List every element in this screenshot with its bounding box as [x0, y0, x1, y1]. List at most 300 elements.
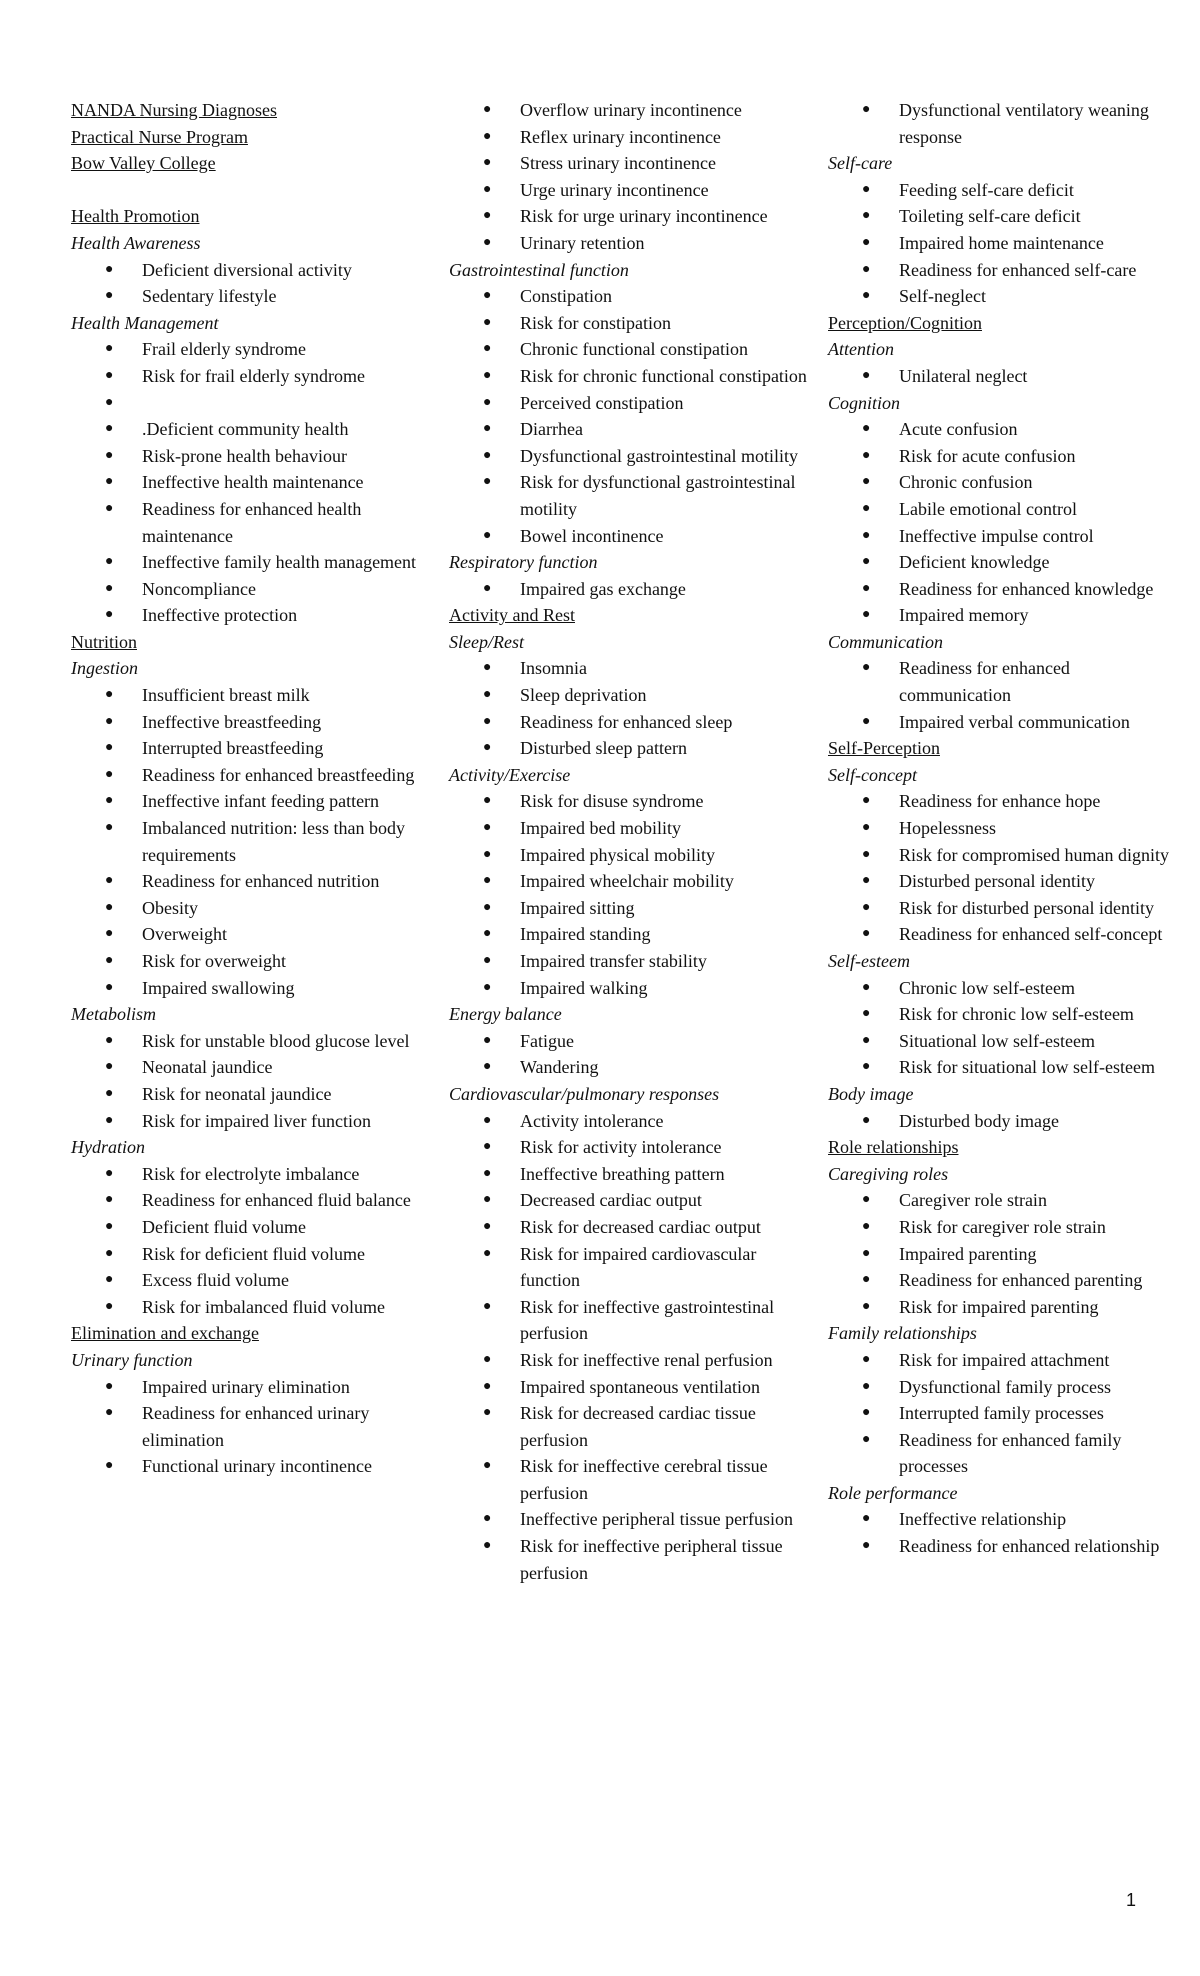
list-item-label: Risk for situational low self-esteem	[899, 1057, 1155, 1078]
list-item-label: Risk for impaired liver function	[142, 1110, 371, 1131]
bullet-icon: ●	[105, 979, 114, 995]
list-item	[449, 124, 809, 151]
list-item-label: Impaired standing	[520, 924, 651, 945]
bullet-icon: ●	[483, 474, 492, 490]
bullet-icon: ●	[862, 181, 871, 197]
subsection-heading: Body image	[828, 1083, 914, 1104]
bullet-icon: ●	[483, 1218, 492, 1234]
list-item-label: Chronic confusion	[899, 472, 1033, 493]
list-item	[71, 1108, 431, 1135]
bullet-icon: ●	[105, 500, 114, 516]
subsection-heading: Cardiovascular/pulmonary responses	[449, 1083, 720, 1104]
bullet-icon: ●	[862, 447, 871, 463]
list-item	[71, 1374, 431, 1401]
list-item	[449, 576, 809, 603]
list-item	[449, 1294, 809, 1347]
list-item-label: Ineffective health maintenance	[142, 472, 364, 493]
bullet-icon: ●	[105, 394, 114, 410]
list-item	[449, 655, 809, 682]
list-item	[828, 576, 1178, 603]
bullet-icon: ●	[105, 1245, 114, 1261]
list-item	[828, 655, 1178, 708]
list-item	[449, 1134, 809, 1161]
list-item-label: Readiness for enhanced communication	[899, 658, 1070, 706]
list-item-label: Risk for caregiver role strain	[899, 1216, 1106, 1237]
bullet-icon: ●	[862, 1538, 871, 1554]
bullet-icon: ●	[483, 953, 492, 968]
bullet-icon: ●	[862, 208, 871, 224]
list-item-label: Risk for compromised human dignity	[899, 844, 1169, 865]
bullet-icon: ●	[483, 926, 492, 942]
list-item	[71, 496, 431, 549]
list-item	[828, 203, 1178, 230]
list-item-label: Readiness for enhanced urinary elimination	[142, 1403, 370, 1450]
bullet-icon: ●	[105, 820, 114, 836]
list-item	[449, 1054, 809, 1081]
list-item-label: Chronic functional constipation	[520, 339, 748, 360]
list-item	[828, 1347, 1178, 1374]
list-item	[828, 1267, 1178, 1294]
list-item-label: Impaired memory	[899, 605, 1029, 626]
list-item-label: Dysfunctional ventilatory weaning response	[899, 100, 1149, 147]
bullet-icon: ●	[862, 846, 871, 862]
bullet-icon: ●	[105, 1298, 114, 1314]
bullet-icon: ●	[483, 1511, 492, 1527]
list-item-label: Stress urinary incontinence	[520, 153, 716, 174]
list-item	[828, 257, 1178, 284]
bullet-icon: ●	[862, 1511, 871, 1527]
bullet-icon: ●	[862, 607, 871, 623]
bullet-icon: ●	[105, 793, 114, 809]
list-item	[449, 363, 809, 390]
list-item	[449, 150, 809, 177]
list-item-label: Risk for ineffective cerebral tissue perfusion	[520, 1456, 768, 1503]
section-heading: Role relationships	[828, 1137, 959, 1158]
list-item-label: Feeding self-care deficit	[899, 179, 1074, 200]
list-item	[71, 549, 431, 576]
bullet-icon: ●	[862, 979, 871, 995]
list-item	[71, 1081, 431, 1108]
subsection-heading: Sleep/Rest	[449, 631, 524, 652]
subsection-heading: Activity/Exercise	[449, 764, 571, 785]
bullet-icon: ●	[105, 873, 114, 889]
bullet-icon: ●	[105, 687, 114, 703]
list-item	[828, 921, 1178, 948]
list-item-label: Risk for ineffective renal perfusion	[520, 1349, 773, 1370]
bullet-icon: ●	[483, 234, 492, 250]
list-item	[449, 443, 809, 470]
list-item	[449, 203, 809, 230]
bullet-icon: ●	[862, 873, 871, 889]
subsection-heading: Communication	[828, 631, 943, 652]
list-item-label: Perceived constipation	[520, 392, 684, 413]
list-item-label: Insufficient breast milk	[142, 685, 310, 706]
list-item-label: Risk for unstable blood glucose level	[142, 1030, 410, 1051]
list-item-label: Readiness for enhanced health maintenance	[142, 498, 362, 546]
list-item	[828, 1054, 1178, 1081]
bullet-icon: ●	[483, 288, 492, 304]
bullet-icon: ●	[483, 846, 492, 862]
list-item	[71, 257, 431, 284]
list-item	[828, 1506, 1178, 1533]
list-item-label: Impaired verbal communication	[899, 711, 1130, 732]
list-item	[449, 1187, 809, 1214]
subsection-heading: Health Awareness	[71, 232, 201, 253]
list-item-label: Ineffective relationship	[899, 1509, 1067, 1530]
bullet-icon: ●	[483, 421, 492, 437]
bullet-icon: ●	[862, 1032, 871, 1048]
subsection-heading: Attention	[828, 339, 894, 360]
list-item	[71, 1054, 431, 1081]
bullet-icon: ●	[862, 713, 871, 729]
list-item	[71, 762, 431, 789]
list-item	[828, 868, 1178, 895]
bullet-icon: ●	[483, 1351, 492, 1367]
list-item	[828, 363, 1178, 390]
list-item	[828, 97, 1178, 150]
bullet-icon: ●	[483, 367, 492, 383]
list-item-label: Risk for decreased cardiac tissue perfusion	[520, 1403, 756, 1450]
list-item	[828, 1374, 1178, 1401]
list-item	[449, 1241, 809, 1294]
subsection-heading: Gastrointestinal function	[449, 259, 629, 280]
bullet-icon: ●	[862, 899, 871, 915]
list-item	[449, 230, 809, 257]
list-item	[828, 1028, 1178, 1055]
list-item-label: .Deficient community health	[142, 419, 349, 440]
bullet-icon: ●	[862, 793, 871, 809]
bullet-icon: ●	[483, 660, 492, 676]
list-item-label: Deficient fluid volume	[142, 1216, 306, 1237]
list-item	[71, 1453, 431, 1480]
bullet-icon: ●	[105, 926, 114, 942]
list-item	[828, 1187, 1178, 1214]
bullet-icon: ●	[483, 820, 492, 836]
list-item	[71, 868, 431, 895]
bullet-icon: ●	[483, 713, 492, 729]
bullet-icon: ●	[483, 793, 492, 809]
list-item-label: Excess fluid volume	[142, 1270, 289, 1291]
bullet-icon: ●	[862, 1192, 871, 1208]
bullet-icon: ●	[483, 341, 492, 357]
list-item-label: Bowel incontinence	[520, 525, 664, 546]
list-item-label: Activity intolerance	[520, 1110, 664, 1131]
bullet-icon: ●	[483, 873, 492, 889]
list-item	[71, 975, 431, 1002]
list-item	[449, 1374, 809, 1401]
list-item-label: Readiness for enhance hope	[899, 791, 1101, 812]
list-item	[71, 602, 431, 629]
list-item	[449, 735, 809, 762]
list-item-label: Ineffective peripheral tissue perfusion	[520, 1509, 794, 1530]
list-item-label: Situational low self-esteem	[899, 1030, 1095, 1051]
subsection-heading: Family relationships	[828, 1323, 977, 1344]
list-item	[449, 895, 809, 922]
list-item	[828, 1241, 1178, 1268]
list-item	[71, 1214, 431, 1241]
bullet-icon: ●	[483, 1538, 492, 1554]
bullet-icon: ●	[483, 1192, 492, 1208]
list-item-label: Risk for impaired attachment	[899, 1349, 1110, 1370]
list-item	[449, 1028, 809, 1055]
list-item	[449, 416, 809, 443]
column-1	[71, 97, 431, 1480]
list-item	[449, 1453, 809, 1506]
list-item-label: Ineffective family health management	[142, 552, 417, 573]
bullet-icon: ●	[483, 314, 492, 330]
list-item	[828, 815, 1178, 842]
bullet-icon: ●	[483, 128, 492, 144]
list-item	[71, 735, 431, 762]
subsection-heading: Respiratory function	[449, 552, 598, 573]
list-item-label: Impaired home maintenance	[899, 232, 1104, 253]
list-item-label: Overweight	[142, 924, 227, 945]
list-item	[449, 1108, 809, 1135]
bullet-icon: ●	[483, 687, 492, 703]
list-item	[449, 1533, 809, 1586]
list-item-label: Impaired spontaneous ventilation	[520, 1376, 760, 1397]
bullet-icon: ●	[483, 1405, 492, 1421]
list-item	[71, 390, 431, 417]
bullet-icon: ●	[105, 713, 114, 729]
bullet-icon: ●	[483, 740, 492, 756]
list-item	[449, 842, 809, 869]
list-item	[449, 469, 809, 522]
subsection-heading: Role performance	[828, 1482, 958, 1503]
list-item	[449, 283, 809, 310]
bullet-icon: ●	[483, 979, 492, 995]
bullet-icon: ●	[862, 234, 871, 250]
bullet-icon: ●	[862, 1272, 871, 1288]
subsection-heading: Health Management	[71, 312, 219, 333]
list-item-label: Unilateral neglect	[899, 365, 1028, 386]
list-item	[449, 177, 809, 204]
list-item	[71, 469, 431, 496]
list-item	[828, 469, 1178, 496]
list-item	[449, 523, 809, 550]
list-item-label: Impaired urinary elimination	[142, 1376, 350, 1397]
list-item	[828, 709, 1178, 736]
subsection-heading: Energy balance	[449, 1004, 562, 1025]
bullet-icon: ●	[483, 580, 492, 596]
bullet-icon: ●	[105, 554, 114, 570]
list-item-label: Wandering	[520, 1057, 599, 1078]
list-item-label: Sedentary lifestyle	[142, 286, 277, 307]
list-item-label: Ineffective protection	[142, 605, 298, 626]
bullet-icon: ●	[105, 766, 114, 782]
bullet-icon: ●	[862, 367, 871, 383]
list-item	[828, 1427, 1178, 1480]
list-item-label: Noncompliance	[142, 578, 256, 599]
list-item-label: Diarrhea	[520, 419, 583, 440]
list-item	[449, 975, 809, 1002]
list-item-label: Interrupted breastfeeding	[142, 738, 324, 759]
list-item	[449, 1161, 809, 1188]
list-item-label: Labile emotional control	[899, 498, 1077, 519]
bullet-icon: ●	[862, 1218, 871, 1234]
list-item-label: Deficient knowledge	[899, 552, 1050, 573]
bullet-icon: ●	[105, 1272, 114, 1288]
list-item	[828, 230, 1178, 257]
list-item	[449, 868, 809, 895]
list-item	[449, 788, 809, 815]
list-item-label: Decreased cardiac output	[520, 1190, 702, 1211]
list-item	[71, 416, 431, 443]
bullet-icon: ●	[862, 1405, 871, 1421]
list-item	[828, 523, 1178, 550]
subsection-heading: Self-care	[828, 153, 893, 174]
column-3	[828, 97, 1178, 1560]
list-item-label: Ineffective breastfeeding	[142, 711, 322, 732]
bullet-icon: ●	[105, 367, 114, 383]
list-item	[449, 336, 809, 363]
list-item	[71, 815, 431, 868]
list-item-label: Risk for chronic functional constipation	[520, 365, 807, 386]
list-item	[828, 283, 1178, 310]
list-item-label: Deficient diversional activity	[142, 259, 352, 280]
list-item-label: Obesity	[142, 897, 198, 918]
list-item-label: Risk for neonatal jaundice	[142, 1083, 332, 1104]
list-item-label: Readiness for enhanced self-concept	[899, 924, 1163, 945]
bullet-icon: ●	[105, 288, 114, 304]
list-item	[449, 1506, 809, 1533]
list-item	[71, 1187, 431, 1214]
list-item-label: Impaired transfer stability	[520, 951, 707, 971]
bullet-icon: ●	[862, 261, 871, 277]
list-item-label: Risk-prone health behaviour	[142, 445, 347, 466]
subsection-heading: Hydration	[71, 1137, 145, 1158]
bullet-icon: ●	[862, 1006, 871, 1022]
list-item	[449, 97, 809, 124]
list-item	[71, 1028, 431, 1055]
list-item-label: Risk for frail elderly syndrome	[142, 365, 365, 386]
bullet-icon: ●	[105, 607, 114, 623]
bullet-icon: ●	[105, 953, 114, 968]
list-item-label: Risk for disuse syndrome	[520, 791, 704, 812]
list-item	[449, 921, 809, 948]
list-item-label: Risk for constipation	[520, 312, 671, 333]
bullet-icon: ●	[105, 421, 114, 437]
bullet-icon: ●	[105, 1112, 114, 1128]
list-item-label: Risk for chronic low self-esteem	[899, 1004, 1134, 1025]
list-item-label: Disturbed sleep pattern	[520, 738, 687, 759]
list-item	[828, 1001, 1178, 1028]
list-item	[449, 815, 809, 842]
bullet-icon: ●	[862, 1059, 871, 1075]
list-item	[828, 842, 1178, 869]
section-heading: Health Promotion	[71, 206, 200, 227]
bullet-icon: ●	[862, 102, 871, 117]
list-item	[828, 177, 1178, 204]
bullet-icon: ●	[105, 1405, 114, 1421]
list-item	[71, 788, 431, 815]
list-item-label: Disturbed personal identity	[899, 871, 1095, 892]
bullet-icon: ●	[862, 421, 871, 437]
bullet-icon: ●	[483, 1298, 492, 1314]
list-item	[828, 1400, 1178, 1427]
list-item-label: Impaired wheelchair mobility	[520, 871, 734, 892]
bullet-icon: ●	[483, 1139, 492, 1155]
list-item	[71, 336, 431, 363]
list-item-label: Impaired bed mobility	[520, 818, 681, 839]
bullet-icon: ●	[483, 394, 492, 410]
list-item-label: Impaired parenting	[899, 1243, 1037, 1264]
list-item-label: Readiness for enhanced relationship	[899, 1536, 1160, 1557]
list-item-label: Urge urinary incontinence	[520, 179, 709, 200]
bullet-icon: ●	[483, 899, 492, 915]
list-item-label: Readiness for enhanced nutrition	[142, 871, 380, 892]
bullet-icon: ●	[483, 181, 492, 197]
bullet-icon: ●	[862, 926, 871, 942]
list-item	[828, 1533, 1178, 1560]
list-item-label: Functional urinary incontinence	[142, 1456, 372, 1477]
list-item-label: Caregiver role strain	[899, 1190, 1047, 1211]
bullet-icon: ●	[105, 899, 114, 915]
list-item-label: Readiness for enhanced self-care	[899, 259, 1137, 280]
list-item-label: Neonatal jaundice	[142, 1057, 273, 1078]
list-item	[449, 1347, 809, 1374]
list-item-label: Impaired swallowing	[142, 977, 295, 998]
list-item	[828, 788, 1178, 815]
subsection-heading: Metabolism	[71, 1004, 156, 1025]
list-item	[71, 682, 431, 709]
list-item-label: Risk for acute confusion	[899, 445, 1076, 466]
section-heading: Self-Perception	[828, 738, 940, 759]
list-item	[828, 549, 1178, 576]
bullet-icon: ●	[483, 1378, 492, 1394]
list-item-label: Readiness for enhanced breastfeeding	[142, 764, 415, 785]
bullet-icon: ●	[862, 820, 871, 836]
list-item-label: Interrupted family processes	[899, 1403, 1104, 1424]
bullet-icon: ●	[862, 580, 871, 596]
list-item	[71, 921, 431, 948]
list-item-label: Insomnia	[520, 658, 587, 679]
list-item	[828, 416, 1178, 443]
section-heading: Elimination and exchange	[71, 1323, 259, 1344]
list-item	[71, 1294, 431, 1321]
bullet-icon: ●	[862, 1245, 871, 1261]
bullet-icon: ●	[483, 1112, 492, 1128]
list-item-label: Readiness for enhanced family processes	[899, 1429, 1122, 1477]
bullet-icon: ●	[483, 208, 492, 224]
list-item	[71, 1161, 431, 1188]
bullet-icon: ●	[483, 1165, 492, 1181]
list-item-label: Fatigue	[520, 1030, 574, 1051]
list-item-label: Hopelessness	[899, 818, 996, 839]
list-item-label: Risk for ineffective gastrointestinal perfusion	[520, 1296, 775, 1344]
list-item	[449, 709, 809, 736]
list-item-label: Dysfunctional family process	[899, 1376, 1111, 1397]
list-item-label: Impaired gas exchange	[520, 578, 686, 599]
bullet-icon: ●	[862, 660, 871, 676]
list-item-label: Impaired sitting	[520, 897, 635, 918]
list-item	[71, 895, 431, 922]
bullet-icon: ●	[483, 1245, 492, 1261]
subsection-heading: Urinary function	[71, 1349, 193, 1370]
page-number: 1	[1125, 1890, 1136, 1910]
list-item-label: Dysfunctional gastrointestinal motility	[520, 445, 798, 466]
list-item	[71, 576, 431, 603]
bullet-icon: ●	[862, 527, 871, 543]
bullet-icon: ●	[862, 1112, 871, 1128]
section-heading: Perception/Cognition	[828, 312, 982, 333]
list-item	[71, 1241, 431, 1268]
list-item-label: Readiness for enhanced fluid balance	[142, 1190, 411, 1211]
section-heading: NANDA Nursing Diagnoses	[71, 100, 277, 120]
list-item-label: Ineffective infant feeding pattern	[142, 791, 380, 812]
bullet-icon: ●	[483, 102, 492, 117]
bullet-icon: ●	[105, 1085, 114, 1101]
